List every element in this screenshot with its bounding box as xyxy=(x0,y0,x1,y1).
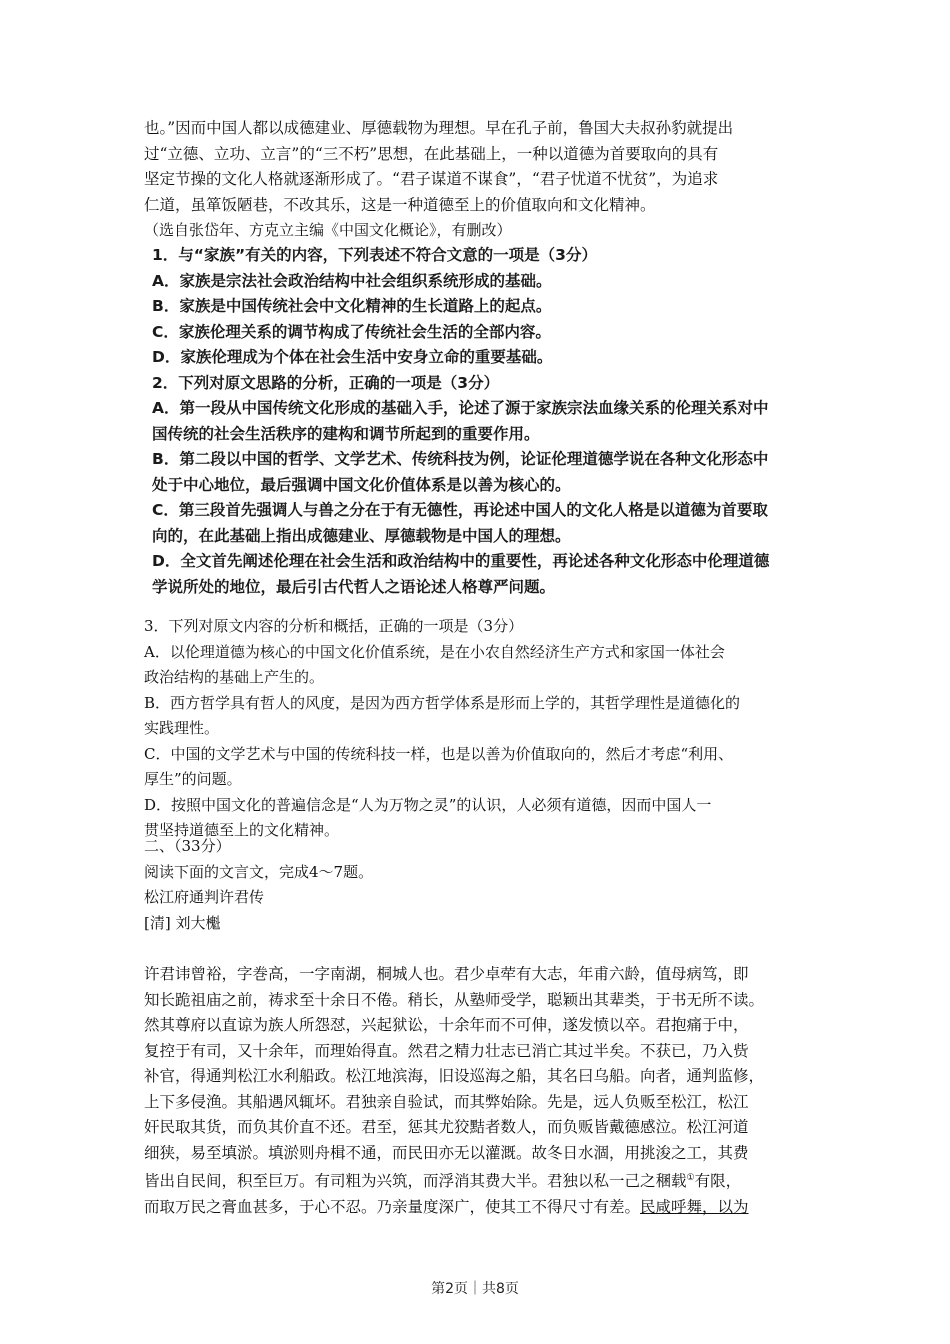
question-3-option-c-cont: 厚生”的问题。 xyxy=(144,770,242,788)
question-3-option-a: A．以伦理道德为核心的中国文化价值系统，是在小农自然经济生产方式和家国一体社会 xyxy=(144,642,725,661)
classical-line: 知长跪祖庙之前，祷求至十余日不倦。稍长，从塾师受学，聪颖出其辈类，于书无所不读。 xyxy=(144,990,765,1009)
question-3-option-b-cont: 实践理性。 xyxy=(144,719,220,737)
classical-line xyxy=(144,1195,824,1221)
question-2-option-c-cont: 向的，在此基础上指出成德建业、厚德载物是中国人的理想。 xyxy=(152,526,571,545)
question-1-option-a: A．家族是宗法社会政治结构中社会组织系统形成的基础。 xyxy=(152,271,552,290)
classical-line: 然其尊府以直谅为族人所怨怼，兴起狱讼，十余年而不可伸，遂发愤以卒。君抱痛于中， xyxy=(144,1016,749,1034)
source-citation: （选自张岱年、方克立主编《中国文化概论》，有删改） xyxy=(144,221,512,239)
footnote-marker: ① xyxy=(686,1173,695,1183)
question-2-option-a-cont: 国传统的社会生活秩序的建构和调节所起到的重要作用。 xyxy=(152,424,540,443)
passage-line: 过“立德、立功、立言”的“三不朽”思想，在此基础上，一种以道德为首要取向的具有 xyxy=(144,144,719,163)
classical-line xyxy=(144,1166,824,1195)
question-2-option-b: B．第二段以中国的哲学、文学艺术、传统科技为例，论证伦理道德学说在各种文化形态中 xyxy=(152,450,769,468)
section-heading: 二、（33分） xyxy=(144,837,231,855)
section-2-header xyxy=(144,834,814,936)
classical-line: 补官，得通判松江水利船政。松江地滨海，旧设巡海之船，其名曰乌船。向者，通判监修， xyxy=(144,1067,765,1085)
passage-continuation xyxy=(144,116,814,218)
classical-text xyxy=(144,962,824,1220)
question-3-option-d-cont: 贯坚持道德至上的文化精神。 xyxy=(144,821,340,839)
classical-author: [清] 刘大櫆 xyxy=(144,913,221,932)
question-3-option-a-cont: 政治结构的基础上产生的。 xyxy=(144,668,325,686)
passage-line: 也。”因而中国人都以成德建业、厚德载物为理想。早在孔子前，鲁国大夫叔孙豹就提出 xyxy=(144,119,734,137)
classical-line-text: 皆出自民间，积至巨万。有司粗为兴筑，而浮消其费大半。君独以私一己之稛载 xyxy=(144,1172,687,1191)
question-3-option-b: B．西方哲学具有哲人的风度，是因为西方哲学体系是形而上学的，其哲学理性是道德化的 xyxy=(144,693,741,712)
question-2-option-a: A．第一段从中国传统文化形成的基础入手，论述了源于家族宗法血缘关系的伦理关系对中 xyxy=(152,399,769,417)
question-1-stem: 1．与“家族”有关的内容，下列表述不符合文意的一项是（3分） xyxy=(152,246,597,264)
classical-title: 松江府通判许君传 xyxy=(144,888,265,906)
passage-source xyxy=(144,218,814,244)
section-instruction: 阅读下面的文言文，完成4～7题。 xyxy=(144,862,374,881)
question-1-option-b: B．家族是中国传统社会中文化精神的生长道路上的起点。 xyxy=(152,297,552,315)
question-3-option-d: D．按照中国文化的普遍信念是“人为万物之灵”的认识，人必须有道德，因而中国人一 xyxy=(144,795,712,814)
question-3-option-c: C．中国的文学艺术与中国的传统科技一样，也是以善为价值取向的，然后才考虑“利用、 xyxy=(144,744,734,763)
classical-line-text: 而取万民之膏血甚多，于心不忍。乃亲量度深广，使其工不得尺寸有差。 xyxy=(144,1197,641,1216)
underlined-sentence: 民咸呼舞，以为 xyxy=(640,1197,749,1216)
questions-1-2 xyxy=(152,243,822,600)
question-2-stem: 2．下列对原文思路的分析，正确的一项是（3分） xyxy=(152,373,500,392)
passage-line: 仁道，虽箪饭陋巷，不改其乐，这是一种道德至上的价值取向和文化精神。 xyxy=(144,195,656,214)
classical-line: 上下多侵渔。其船遇风辄坏。君独亲自验试，而其弊始除。先是，远人负贩至松江，松江 xyxy=(144,1092,749,1111)
classical-line: 奸民取其货，而负其价直不还。君至，惩其尤狡黠者数人，而负贩皆戴德感泣。松江河道 xyxy=(144,1118,749,1136)
question-2-option-c: C．第三段首先强调人与兽之分在于有无德性，再论述中国人的文化人格是以道德为首要取 xyxy=(152,501,768,519)
question-2-option-b-cont: 处于中心地位，最后强调中国文化价值体系是以善为核心的。 xyxy=(152,475,571,494)
classical-line: 许君讳曾裕，字巻高，一字南湖，桐城人也。君少卓荦有大志，年甫六龄，值母病笃，即 xyxy=(144,965,749,983)
classical-line-tail: 有限， xyxy=(694,1172,742,1191)
page-number: 第2页｜共8页 xyxy=(431,1281,519,1297)
classical-line: 细狭，易至填淤。填淤则舟楫不通，而民田亦无以灌溉。故冬日水涸，用挑浚之工，其费 xyxy=(144,1143,749,1162)
passage-line: 坚定节操的文化人格就逐渐形成了。“君子谋道不谋食”，“君子忧道不忧贫”，为追求 xyxy=(144,170,719,188)
page-footer xyxy=(0,1278,950,1298)
question-2-option-d: D．全文首先阐述伦理在社会生活和政治结构中的重要性，再论述各种文化形态中伦理道德 xyxy=(152,552,770,570)
question-2-option-d-cont: 学说所处的地位，最后引古代哲人之语论述人格尊严问题。 xyxy=(152,577,556,596)
question-3-stem: 3．下列对原文内容的分析和概括，正确的一项是（3分） xyxy=(144,617,524,635)
question-1-option-c: C．家族伦理关系的调节构成了传统社会生活的全部内容。 xyxy=(152,322,551,341)
classical-line: 复控于有司，又十余年，而理始得直。然君之精力壮志已消亡其过半矣。不获已，乃入赀 xyxy=(144,1041,749,1060)
question-3 xyxy=(144,614,814,844)
question-1-option-d: D．家族伦理成为个体在社会生活中安身立命的重要基础。 xyxy=(152,348,553,366)
